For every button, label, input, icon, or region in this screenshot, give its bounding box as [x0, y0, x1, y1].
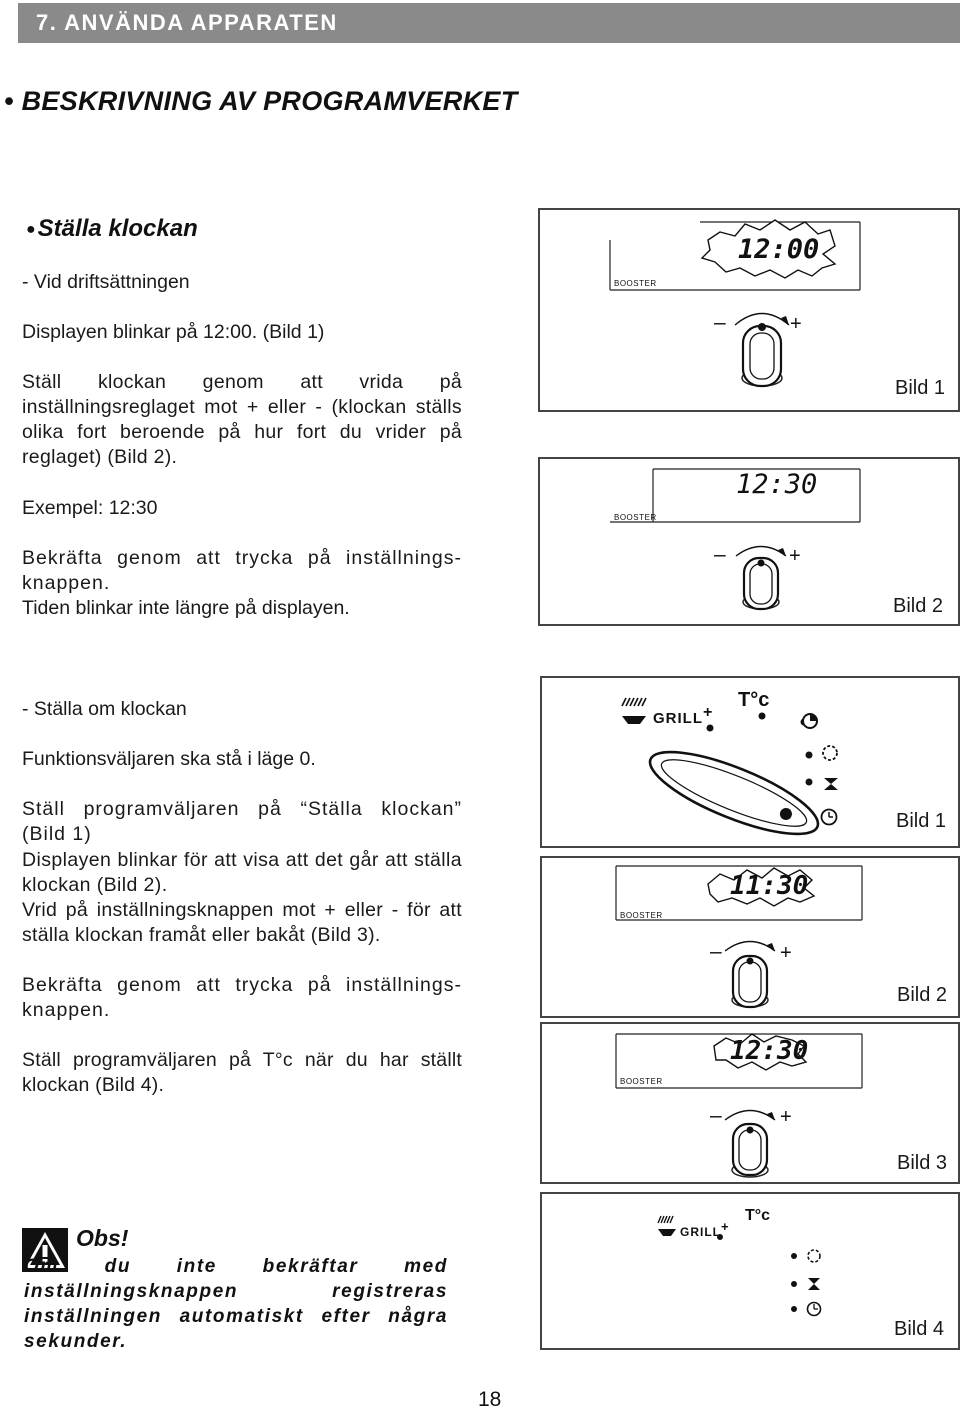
- figure-bild1-selector: [540, 676, 960, 848]
- figure-caption: Bild 2: [893, 595, 944, 617]
- grill-label: [653, 704, 714, 728]
- minus-label: –: [710, 940, 722, 963]
- minus-label: –: [714, 543, 726, 566]
- figure-bild1-top: [538, 208, 960, 412]
- plus-label: +: [780, 942, 792, 964]
- temperature-label: T°c: [745, 1207, 771, 1224]
- minus-label: –: [714, 311, 726, 334]
- figure-bild2-top: [538, 457, 960, 626]
- figure-bild2-selector: [540, 856, 960, 1018]
- figure-caption: Bild 2: [897, 984, 948, 1006]
- booster-label: BOOSTER: [620, 1077, 663, 1086]
- warning-title: Obs!: [76, 1225, 129, 1251]
- chapter-title: 7. ANVÄNDA APPARATEN: [36, 10, 338, 35]
- paragraph-reset-confirm: Bekräfta genom att trycka på inställnings-knappen.: [22, 974, 462, 1021]
- paragraph-confirm: Bekräfta genom att trycka på inställnings-knappen.: [22, 547, 462, 594]
- booster-label: BOOSTER: [614, 279, 657, 288]
- plus-label: +: [789, 545, 801, 567]
- subsection-title-text: Ställa klockan: [37, 215, 198, 242]
- display-time: 12:00: [738, 234, 820, 265]
- subsection-title: [26, 215, 198, 243]
- grill-label-text: GRILL: [653, 710, 703, 727]
- paragraph-reset-title: - Ställa om klockan: [22, 698, 187, 720]
- display-time: 12:30: [736, 469, 818, 500]
- figure-caption: Bild 1: [896, 810, 947, 832]
- paragraph-turn-knob: Vrid på inställningsknappen mot + eller - för att ställa klockan framåt eller bakåt (Bild 3).: [22, 899, 462, 946]
- plus-label: +: [780, 1106, 792, 1128]
- display-time: 12:30: [730, 1036, 809, 1066]
- booster-label: BOOSTER: [614, 513, 657, 522]
- figure-caption: Bild 4: [894, 1318, 945, 1340]
- grill-plus-label: +: [721, 1219, 730, 1234]
- paragraph-noblink: Tiden blinkar inte längre på displayen.: [22, 597, 350, 619]
- paragraph-example: Exempel: 12:30: [22, 497, 158, 519]
- paragraph-blink: Displayen blinkar på 12:00. (Bild 1): [22, 321, 325, 343]
- display-time: 11:30: [730, 871, 809, 901]
- section-title: • BESKRIVNING AV PROGRAMVERKET: [4, 86, 518, 116]
- grill-label-text: GRILL: [680, 1225, 721, 1239]
- paragraph-program: Ställ programväljaren på “Ställa klockan” (Bild 1): [22, 798, 462, 845]
- paragraph-turn: Ställ klockan genom att vrida på inställningsreglaget mot + eller - (klockan ställs olika fort beroende på hur fort du vrider på reglaget) (Bild 2).: [22, 371, 462, 468]
- paragraph-startup: - Vid driftsättningen: [22, 271, 190, 293]
- section-title-text: BESKRIVNING AV PROGRAMVERKET: [21, 86, 518, 116]
- figure-caption: Bild 1: [895, 377, 946, 399]
- paragraph-display: Displayen blinkar för att visa att det går att ställa klockan (Bild 2).: [22, 849, 462, 896]
- figure-bild3-selector: [540, 1022, 960, 1184]
- bullet-dot: ●: [26, 220, 36, 238]
- paragraph-final: Ställ programväljaren på T°c när du har ställt klockan (Bild 4).: [22, 1049, 462, 1096]
- booster-label: BOOSTER: [620, 911, 663, 920]
- minus-label: –: [710, 1104, 722, 1127]
- paragraph-selector: Funktionsväljaren ska stå i läge 0.: [22, 748, 316, 770]
- page-number: 18: [478, 1388, 502, 1411]
- chapter-header: [18, 3, 960, 43]
- plus-label: +: [790, 313, 802, 335]
- grill-label: [680, 1219, 730, 1239]
- figure-bild4-selector: [540, 1192, 960, 1350]
- warning-text: Om du inte bekräftar med inställningsknappen registreras inställningen automatiskt efter några sekunder.: [24, 1256, 448, 1352]
- figure-caption: Bild 3: [897, 1152, 948, 1174]
- grill-plus-label: +: [703, 704, 714, 721]
- temperature-label: T°c: [738, 689, 770, 711]
